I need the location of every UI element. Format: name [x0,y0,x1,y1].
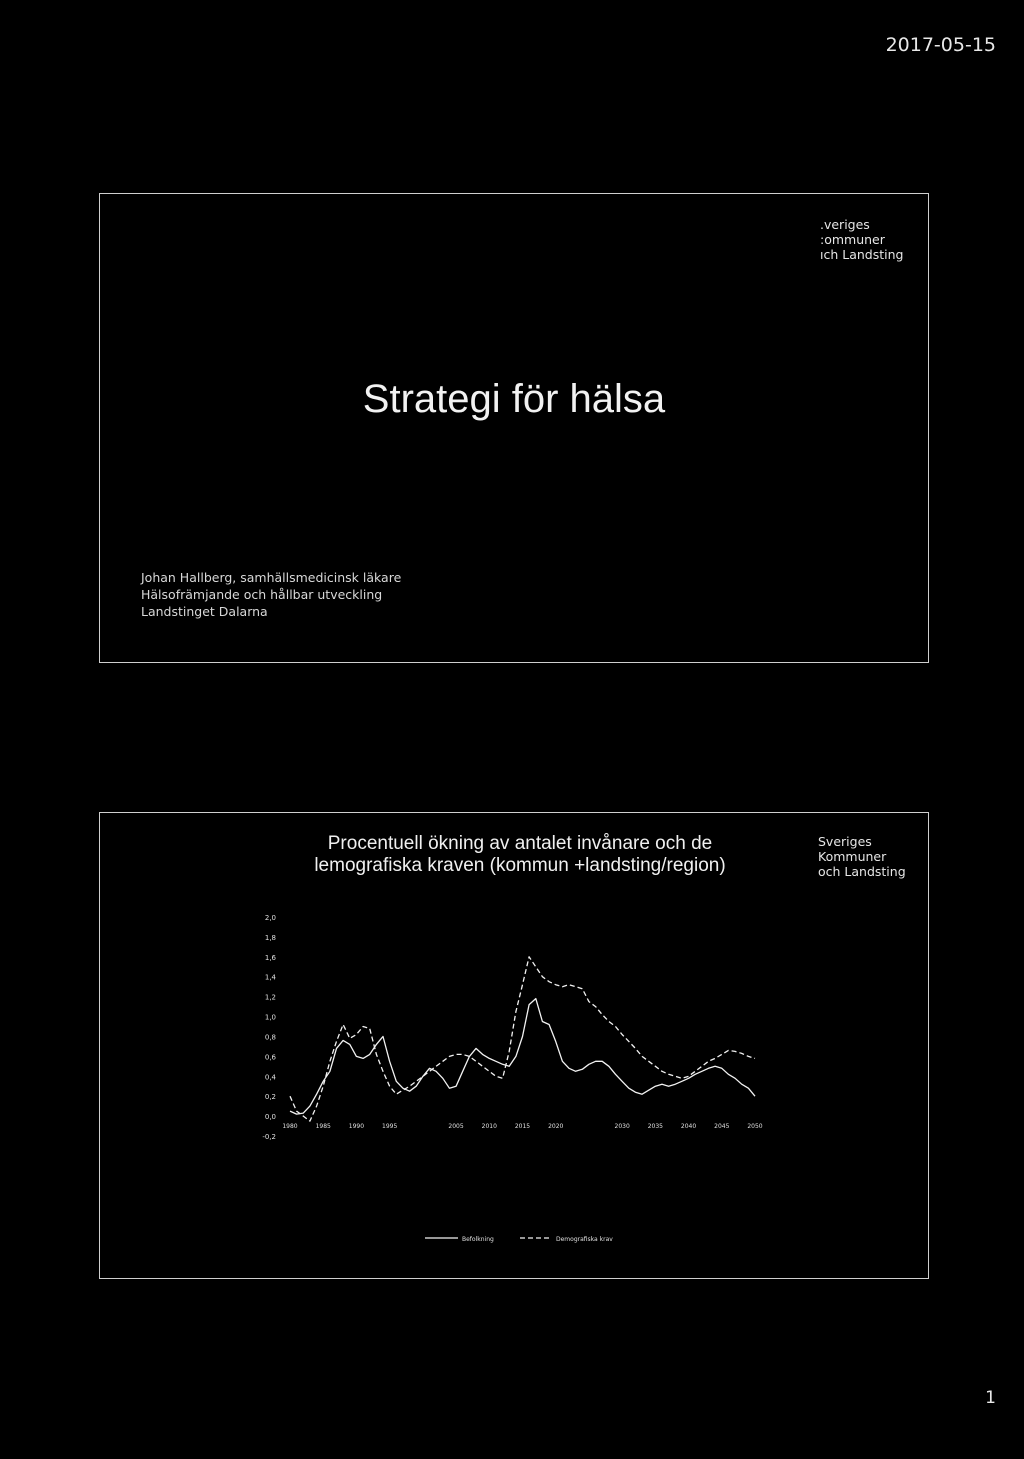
x-tick-label: 2050 [747,1123,763,1131]
x-tick-label: 1980 [282,1123,298,1131]
slide-title: Strategi för hälsa [362,377,666,421]
x-tick-label: 1995 [382,1123,398,1131]
x-tick-label: 2020 [548,1123,564,1131]
x-tick-label: 2045 [714,1123,730,1131]
y-tick-label: 1,4 [264,973,276,982]
brand-line: :ommuner [820,232,885,247]
y-tick-label: 1,2 [264,993,276,1002]
header-date: 2017-05-15 [885,34,996,56]
chart-slide [99,812,929,1279]
title-slide [99,193,929,663]
x-tick-label: 2040 [680,1123,697,1131]
brand-line: ıch Landsting [820,247,904,262]
author-line: Johan Hallberg, samhällsmedicinsk läkare [141,570,402,585]
brand-line: Kommuner [818,849,887,864]
line-chart [100,813,928,1278]
series-line-demografiska-krav [290,957,755,1121]
x-tick-label: 1990 [348,1123,365,1131]
legend-label: Demografiska krav [556,1236,613,1243]
y-tick-label: 0,0 [264,1113,276,1122]
x-tick-label: 2035 [647,1123,663,1131]
author-block [141,569,401,620]
brand-logo-text [820,217,903,262]
y-tick-label: -0,2 [262,1133,276,1141]
x-tick-label: 2010 [481,1123,497,1131]
title-line: lemografiska kraven (kommun +landsting/region) [314,855,726,876]
legend-label: Befolkning [462,1236,494,1243]
author-line: Landstinget Dalarna [141,604,268,619]
y-tick-label: 2,0 [264,914,276,922]
brand-line: .veriges [820,217,870,232]
brand-line: och Landsting [818,864,906,879]
y-tick-label: 1,8 [264,933,276,942]
x-tick-label: 2005 [448,1123,464,1131]
y-tick-label: 0,2 [264,1093,276,1102]
page-number: 1 [985,1388,996,1408]
series-line-befolkning [290,999,755,1115]
y-tick-label: 0,4 [264,1073,276,1082]
y-tick-label: 0,8 [264,1033,276,1042]
author-line: Hälsofrämjande och hållbar utveckling [141,587,383,602]
y-tick-label: 1,6 [264,953,276,962]
y-tick-label: 1,0 [264,1013,276,1022]
title-line: Procentuell ökning av antalet invånare och de [327,833,713,854]
y-tick-label: 0,6 [264,1053,276,1062]
x-tick-label: 2030 [614,1123,630,1131]
x-tick-label: 1985 [315,1123,331,1131]
x-tick-label: 2015 [514,1123,531,1131]
brand-line: Sveriges [818,834,872,849]
